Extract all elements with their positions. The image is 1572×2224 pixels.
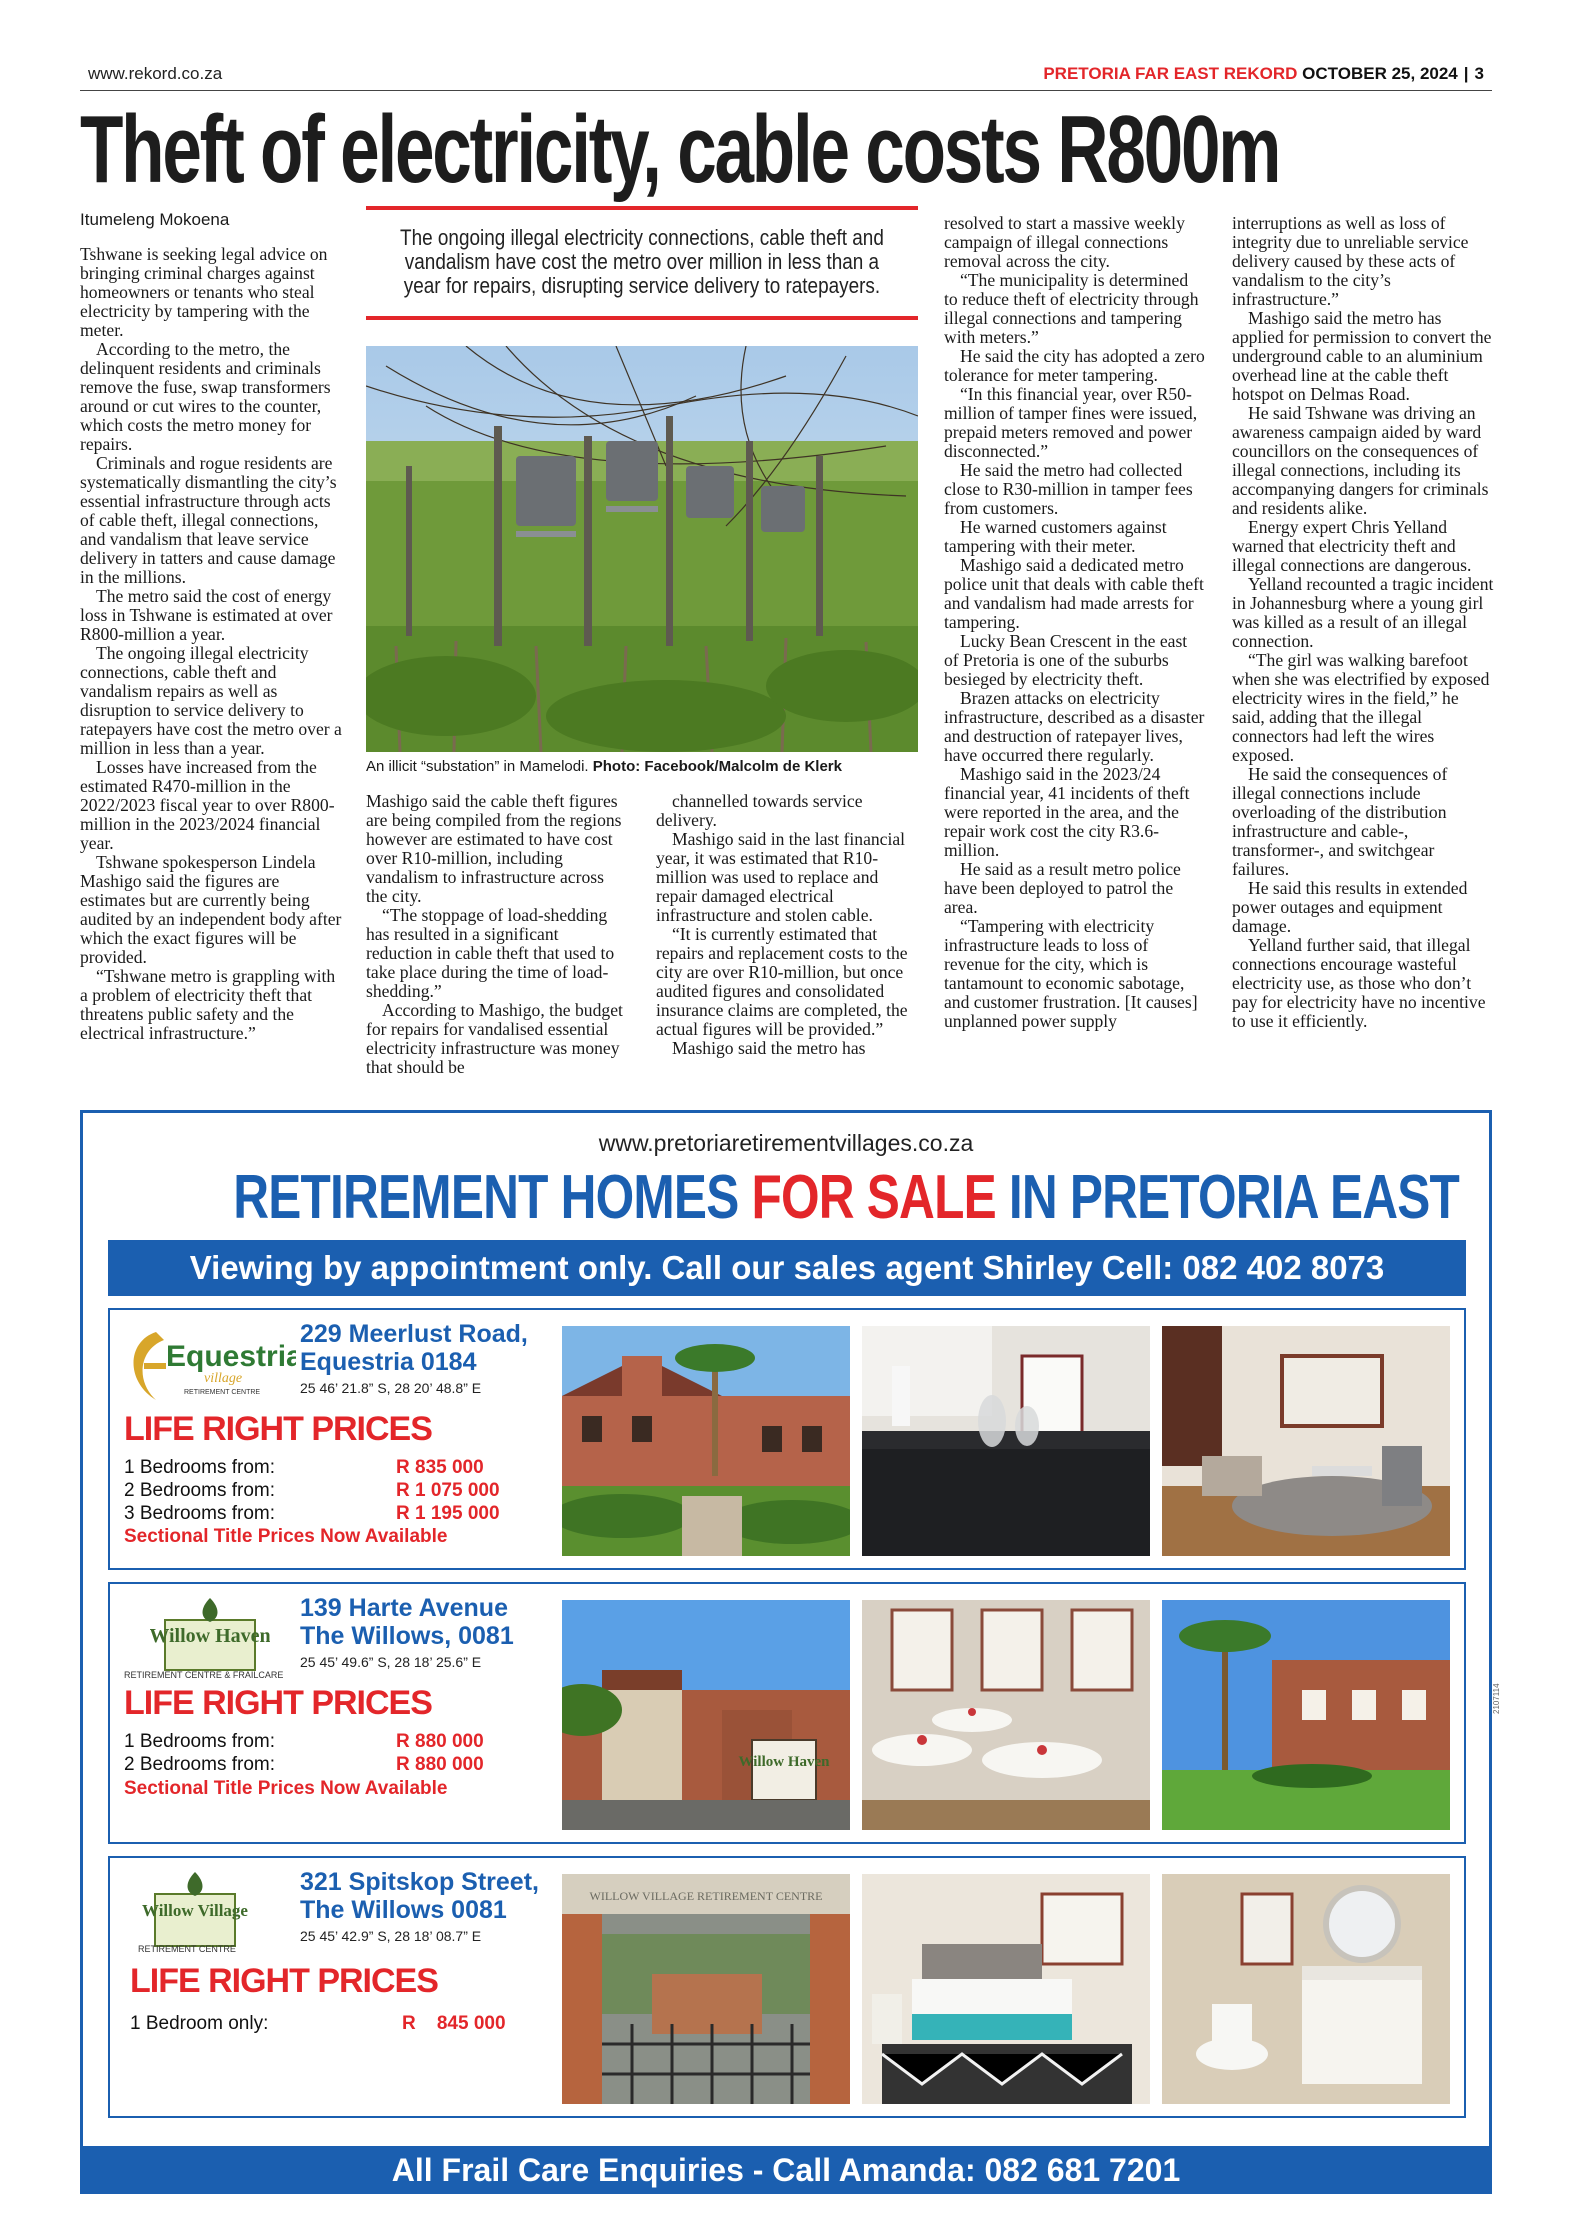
article-paragraph: Yelland recounted a tragic incident in Johannesburg where a young girl was killed as a result of an illegal connection.: [1232, 574, 1494, 651]
willow-haven-logo-mark: [150, 1596, 270, 1676]
willow-haven-gate-image: [562, 1600, 850, 1830]
site-url[interactable]: www.rekord.co.za: [88, 64, 223, 83]
article-paragraph: channelled towards service delivery.: [656, 791, 863, 830]
gps-coordinates: 25 45’ 42.9” S, 28 18’ 08.7” E: [300, 1928, 482, 1944]
gps-coordinates: 25 45’ 49.6” S, 28 18’ 25.6” E: [300, 1654, 482, 1670]
price-value: R 845 000: [402, 2013, 506, 2034]
willow-haven-gate-photo: [562, 1600, 850, 1830]
masthead: [80, 60, 1492, 91]
article-paragraph: “The girl was walking barefoot when she was electrified by exposed electricity wires in the field,” he said, adding that the illegal connectors had left the wires exposed.: [1232, 650, 1490, 765]
article-paragraph: Energy expert Chris Yelland warned that electricity theft and illegal connections are dangerous.: [1232, 517, 1472, 575]
life-right-heading: LIFE RIGHT PRICES: [124, 1684, 432, 1722]
price-label: 1 Bedroom only:: [130, 2013, 269, 2034]
article-paragraph: He said this results in extended power outages and equipment damage.: [1232, 878, 1468, 936]
advert-title: [80, 1162, 1492, 1233]
equestria-exterior-image: [562, 1326, 850, 1556]
price-label: 1 Bedrooms from:: [124, 1731, 275, 1752]
article-paragraph: He warned customers against tampering with their meter.: [944, 517, 1167, 556]
article-paragraph: “Tshwane metro is grappling with a problem of electricity theft that threatens public safety and the electrical infrastructure.”: [80, 966, 336, 1043]
article-paragraph: “In this financial year, over R50-million of tamper fines were issued, prepaid meters removed and power disconnected.”: [944, 384, 1198, 461]
address: [300, 1320, 528, 1376]
willow-village-logo-mark: [140, 1870, 260, 1950]
willow-village-entrance-photo: [562, 1874, 850, 2104]
gps-coordinates: 25 46’ 21.8” S, 28 20’ 48.8” E: [300, 1380, 482, 1396]
article-paragraph: Lucky Bean Crescent in the east of Pretoria is one of the suburbs besieged by electricity theft.: [944, 631, 1188, 689]
substation-photo: [366, 346, 918, 752]
article-column-1: [80, 210, 342, 1043]
article-paragraph: “The stoppage of load-shedding has resulted in a significant reduction in cable theft that used to take place during the time of load-shedding.”: [366, 905, 615, 1001]
article-paragraph: Criminals and rogue residents are systematically dismantling the city’s essential infrastructure through acts of cable theft, illegal connections, and vandalism that leave service delivery in tatters and cause damage in the millions.: [80, 453, 337, 587]
address-line-2: The Willows 0081: [300, 1896, 507, 1924]
price-label: 2 Bedrooms from:: [124, 1480, 275, 1501]
willow-haven-dining-image: [862, 1600, 1150, 1830]
frail-care-footer: All Frail Care Enquiries - Call Amanda: 082 681 7201: [80, 2146, 1492, 2194]
publication-name: PRETORIA FAR EAST REKORD: [1043, 64, 1298, 83]
article-paragraph: According to the metro, the delinquent residents and criminals remove the fuse, swap transformers around or cut wires to the counter, which costs the metro money for repairs.: [80, 339, 331, 454]
title-part-2: FOR SALE: [751, 1163, 996, 1232]
article-paragraph: interruptions as well as loss of integrity due to unreliable service delivery caused by these acts of vandalism to the city’s infrastructure.”: [1232, 213, 1469, 309]
article-paragraph: He said the city has adopted a zero tolerance for meter tampering.: [944, 346, 1205, 385]
folio-separator: |: [1463, 64, 1469, 83]
property-willow-village: [108, 1856, 1466, 2118]
article-column-5: [1232, 214, 1494, 1031]
page-number: 3: [1474, 64, 1484, 83]
address-line-2: Equestria 0184: [300, 1348, 477, 1376]
article-paragraph: resolved to start a massive weekly campaign of illegal connections removal across the city.: [944, 213, 1185, 271]
article-paragraph: Mashigo said in the 2023/24 financial year, 41 incidents of theft were reported in the area, and the repair work cost the city R3.6-million.: [944, 764, 1190, 860]
article-headline: Theft of electricity, cable costs R800m: [80, 96, 1280, 203]
article-paragraph: “Tampering with electricity infrastructure leads to loss of revenue for the city, which is tantamount to economic sabotage, and customer frustration. [It causes] unplanned power supply: [944, 916, 1198, 1031]
logo-subtitle: RETIREMENT CENTRE: [184, 1389, 261, 1396]
advert-code: 2107114: [1492, 1683, 1501, 1714]
life-right-heading: LIFE RIGHT PRICES: [130, 1962, 438, 2000]
article-photo: [366, 346, 918, 752]
logo-wordmark: Equestria: [166, 1340, 296, 1373]
standfirst: [366, 206, 918, 320]
standfirst-text: The ongoing illegal electricity connections, cable theft and vandalism have cost the metro over million in less than a year for repairs, disrupting service delivery to ratepayers.: [400, 225, 884, 298]
price-value: R 1 195 000: [396, 1503, 500, 1524]
article-paragraph: Tshwane spokesperson Lindela Mashigo said the figures are estimates but are currently being audited by an independent body after which the exact figures will be provided.: [80, 852, 342, 967]
address-line-2: The Willows, 0081: [300, 1622, 514, 1650]
logo-subtitle: RETIREMENT CENTRE & FRAILCARE: [124, 1670, 284, 1680]
article-paragraph: He said as a result metro police have been deployed to patrol the area.: [944, 859, 1181, 917]
life-right-heading: LIFE RIGHT PRICES: [124, 1410, 432, 1448]
advert-url[interactable]: www.pretoriaretirementvillages.co.za: [598, 1130, 974, 1156]
photo-sign-text: Willow Haven: [738, 1754, 830, 1770]
article-paragraph: He said the metro had collected close to R30-million in tamper fees from customers.: [944, 460, 1193, 518]
equestria-kitchen-photo: [862, 1326, 1150, 1556]
property-willow-haven: [108, 1582, 1466, 1844]
caption-text: An illicit “substation” in Mamelodi.: [366, 758, 589, 775]
article-paragraph: He said the consequences of illegal connections include overloading of the distribution infrastructure and cable-, transformer-, and switchgear failures.: [1232, 764, 1448, 879]
title-part-1: RETIREMENT HOMES: [233, 1163, 739, 1232]
price-value: R 880 000: [396, 1731, 484, 1752]
price-value: R 835 000: [396, 1457, 484, 1478]
willow-village-entrance-image: [562, 1874, 850, 2104]
photo-credit: Photo: Facebook/Malcolm de Klerk: [592, 758, 842, 775]
price-value: R 1 075 000: [396, 1480, 500, 1501]
logo-subtitle: RETIREMENT CENTRE: [138, 1944, 236, 1954]
article-paragraph: “The municipality is determined to reduce theft of electricity through illegal connections and tampering with meters.”: [944, 270, 1199, 347]
address: [300, 1594, 514, 1650]
willow-village-bedroom-photo: [862, 1874, 1150, 2104]
equestria-logo: [126, 1322, 306, 1422]
address-line-1: 229 Meerlust Road,: [300, 1320, 528, 1348]
article-paragraph: He said Tshwane was driving an awareness campaign aided by ward councillors on the consequences of illegal connections, including its accompanying dangers for criminals and residents alike.: [1232, 403, 1489, 518]
price-value: R 880 000: [396, 1754, 484, 1775]
photo-sign-text: WILLOW VILLAGE RETIREMENT CENTRE: [589, 1889, 823, 1903]
address-line-1: 321 Spitskop Street,: [300, 1868, 539, 1896]
price-label: 2 Bedrooms from:: [124, 1754, 275, 1775]
retirement-advert: [80, 1110, 1492, 2194]
logo-wordmark: Willow Haven: [150, 1625, 270, 1647]
equestria-exterior-photo: [562, 1326, 850, 1556]
address-line-1: 139 Harte Avenue: [300, 1594, 508, 1622]
article-paragraph: Mashigo said in the last financial year, it was estimated that R10-million was used to replace and repair damaged electrical infrastructure and stolen cable.: [656, 829, 906, 925]
sectional-title-note: Sectional Title Prices Now Available: [124, 1778, 448, 1799]
address: [300, 1868, 539, 1924]
article-paragraph: According to Mashigo, the budget for repairs for vandalised essential electricity infrastructure was money that should be: [366, 1000, 623, 1077]
article-paragraph: Mashigo said the metro has applied for permission to convert the underground cable to an aluminium overhead line at the cable theft hotspot on Delmas Road.: [1232, 308, 1492, 404]
equestria-lounge-photo: [1162, 1326, 1450, 1556]
willow-haven-dining-photo: [862, 1600, 1150, 1830]
article-paragraph: Mashigo said the cable theft figures are being compiled from the regions however are estimated to have cost over R10-million, including vandalism to infrastructure across the city.: [366, 791, 622, 906]
title-part-3: IN PRETORIA EAST: [1008, 1163, 1460, 1232]
willow-village-bedroom-image: [862, 1874, 1150, 2104]
property-equestria: [108, 1308, 1466, 1570]
photo-caption: [366, 758, 926, 775]
issue-date: OCTOBER 25, 2024: [1302, 64, 1458, 83]
folio: [1043, 64, 1484, 84]
willow-village-bathroom-photo: [1162, 1874, 1450, 2104]
article-paragraph: Yelland further said, that illegal connections encourage wasteful electricity use, as those who don’t pay for electricity have no incentive to use it efficiently.: [1232, 935, 1486, 1031]
willow-haven-garden-photo: [1162, 1600, 1450, 1830]
article-column-3: [656, 792, 918, 1058]
sectional-title-note: Sectional Title Prices Now Available: [124, 1526, 448, 1547]
logo-wordmark: Willow Village: [142, 1901, 248, 1920]
article-paragraph: Mashigo said the metro has: [672, 1038, 866, 1058]
article-paragraph: Brazen attacks on electricity infrastructure, described as a disaster and destruction of ratepayer lives, have occurred there regularly.: [944, 688, 1205, 765]
equestria-lounge-image: [1162, 1326, 1450, 1556]
equestria-logo-mark: [126, 1322, 296, 1412]
article-column-4: [944, 214, 1206, 1031]
article-paragraph: The ongoing illegal electricity connections, cable theft and vandalism repairs as well as disruption to service delivery to ratepayers have cost the metro over a million in less than a year.: [80, 643, 342, 758]
article-paragraph: Mashigo said a dedicated metro police unit that deals with cable theft and vandalism had made arrests for tampering.: [944, 555, 1204, 632]
equestria-kitchen-image: [862, 1326, 1150, 1556]
willow-village-bathroom-image: [1162, 1874, 1450, 2104]
logo-village-word: village: [204, 1371, 243, 1386]
willow-haven-garden-image: [1162, 1600, 1450, 1830]
viewing-banner: Viewing by appointment only. Call our sales agent Shirley Cell: 082 402 8073: [108, 1240, 1466, 1296]
article-paragraph: The metro said the cost of energy loss in Tshwane is estimated at over R800-million a year.: [80, 586, 333, 644]
price-label: 1 Bedrooms from:: [124, 1457, 275, 1478]
byline: Itumeleng Mokoena: [80, 210, 230, 229]
article-paragraph: “It is currently estimated that repairs and replacement costs to the city are over R10-million, but once audited figures and consolidated insurance claims are completed, the actual figures will be provided.”: [656, 924, 908, 1039]
article-paragraph: Losses have increased from the estimated R470-million in the 2022/2023 fiscal year to over R800-million in the 2023/2024 financial year.: [80, 757, 335, 853]
price-label: 3 Bedrooms from:: [124, 1503, 275, 1524]
willow-village-logo: [140, 1870, 320, 1970]
article-column-2: [366, 792, 628, 1077]
article-paragraph: Tshwane is seeking legal advice on bringing criminal charges against homeowners or tenants who steal electricity by tampering with the meter.: [80, 244, 328, 340]
